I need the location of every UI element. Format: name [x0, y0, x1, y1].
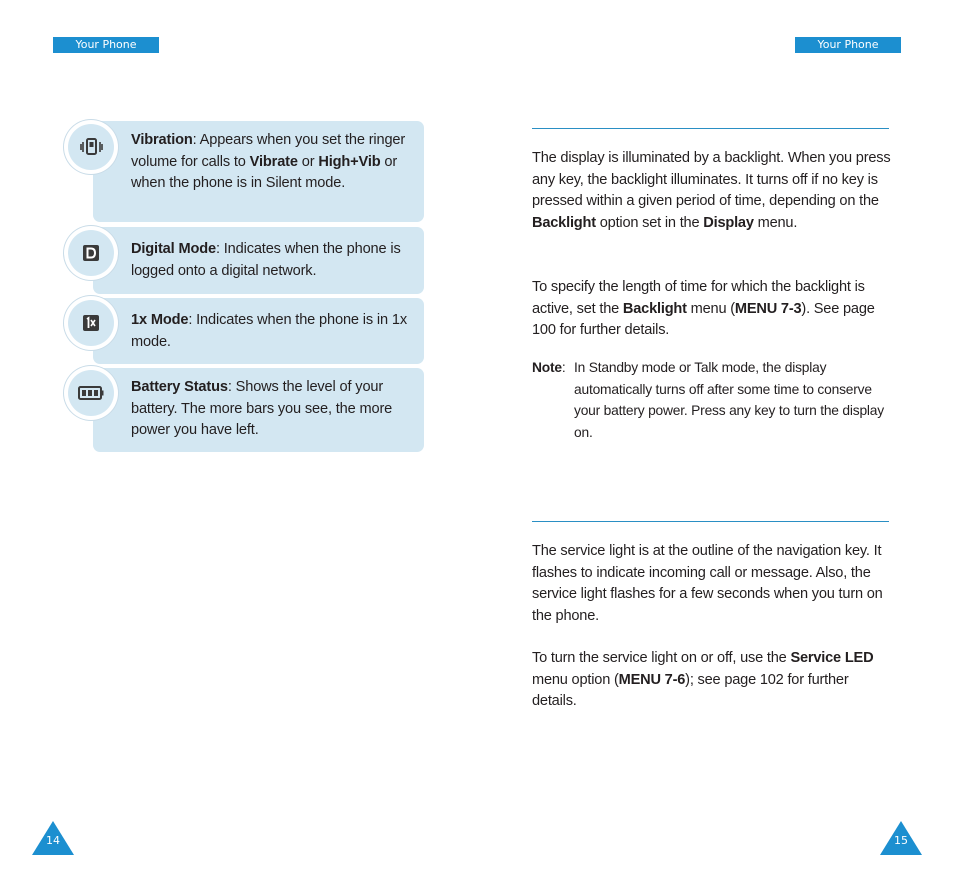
text-run: menu option ( — [532, 671, 619, 688]
text-run: or — [297, 153, 319, 170]
battery-status-icon — [78, 380, 104, 406]
note-label: Note — [532, 360, 562, 375]
text-run: ). See page 100 for further details. — [532, 300, 875, 339]
page-number-left: 14 — [46, 834, 60, 847]
backlight-note — [532, 357, 892, 443]
bold-text-run: Vibration — [131, 132, 193, 148]
icon-badge-1x-mode — [64, 296, 118, 350]
bold-text-run: Backlight — [532, 214, 596, 231]
bold-text-run: Service LED — [790, 650, 874, 666]
vibration-icon — [78, 134, 104, 160]
service-paragraph-2 — [532, 648, 894, 713]
text-run: The service light is at the outline of the navigation key. It flashes to indicate incoming call or message. Also, the service light flashes for a few seconds when you turn on the phone. — [532, 543, 883, 624]
icon-card-1x-mode — [93, 298, 424, 364]
icon-badge-battery-status — [64, 366, 118, 420]
text-run: option set in the — [595, 214, 704, 231]
text-run: : Shows the level of your battery. The more bars you see, the more power you have left. — [131, 379, 393, 438]
backlight-paragraph-2 — [532, 277, 894, 342]
section-tag-left: Your Phone — [53, 37, 159, 53]
icon-card-text — [131, 377, 412, 442]
bold-text-run: Vibrate — [249, 153, 298, 170]
bold-text-run: High+Vib — [318, 153, 381, 170]
text-run: To turn the service light on or off, use the — [532, 650, 791, 666]
icon-badge-digital-mode — [64, 226, 118, 280]
section-rule-service-light — [532, 521, 889, 522]
bold-text-run: MENU 7-6 — [618, 671, 686, 688]
bold-text-run: Display — [703, 214, 754, 231]
icon-card-digital-mode — [93, 227, 424, 294]
section-rule-backlight — [532, 128, 889, 129]
text-run: To specify the length of time for which the backlight is active, set the — [532, 279, 865, 317]
backlight-paragraph-1 — [532, 148, 894, 234]
text-run: ); see page 102 for further details. — [532, 671, 849, 710]
bold-text-run: MENU 7-3 — [734, 300, 802, 317]
section-tag-right: Your Phone — [795, 37, 901, 53]
text-run: : Indicates when the phone is in 1x mode. — [131, 312, 408, 350]
text-run: The display is illuminated by a backlight. When you press any key, the backlight illuminates. It turns off if no key is pressed within a given period of time, depending on the — [532, 150, 891, 210]
page-number-right: 15 — [894, 834, 908, 847]
icon-card-text — [131, 130, 412, 195]
note-text: In Standby mode or Talk mode, the display automatically turns off after some time to conserve your battery power. Press any key to turn the display on. — [574, 360, 884, 440]
icon-card-text — [131, 239, 412, 282]
text-run: : Indicates when the phone is logged onto a digital network. — [131, 241, 401, 279]
bold-text-run: Battery Status — [131, 379, 228, 395]
text-run: menu. — [753, 214, 798, 231]
text-run: or when the phone is in Silent mode. — [131, 153, 398, 191]
bold-text-run: Backlight — [622, 300, 687, 317]
note-separator: : — [561, 360, 566, 375]
bold-text-run: 1x Mode — [131, 312, 189, 328]
icon-card-text — [131, 310, 412, 353]
icon-badge-vibration — [64, 120, 118, 174]
digital-mode-icon — [78, 240, 104, 266]
icon-card-vibration — [93, 121, 424, 222]
1x-mode-icon — [78, 310, 104, 336]
text-run: menu ( — [686, 300, 735, 317]
text-run: : Appears when you set the ringer volume for calls to — [131, 132, 406, 170]
service-paragraph-1 — [532, 541, 894, 627]
bold-text-run: Digital Mode — [131, 241, 216, 257]
icon-card-battery-status — [93, 368, 424, 452]
